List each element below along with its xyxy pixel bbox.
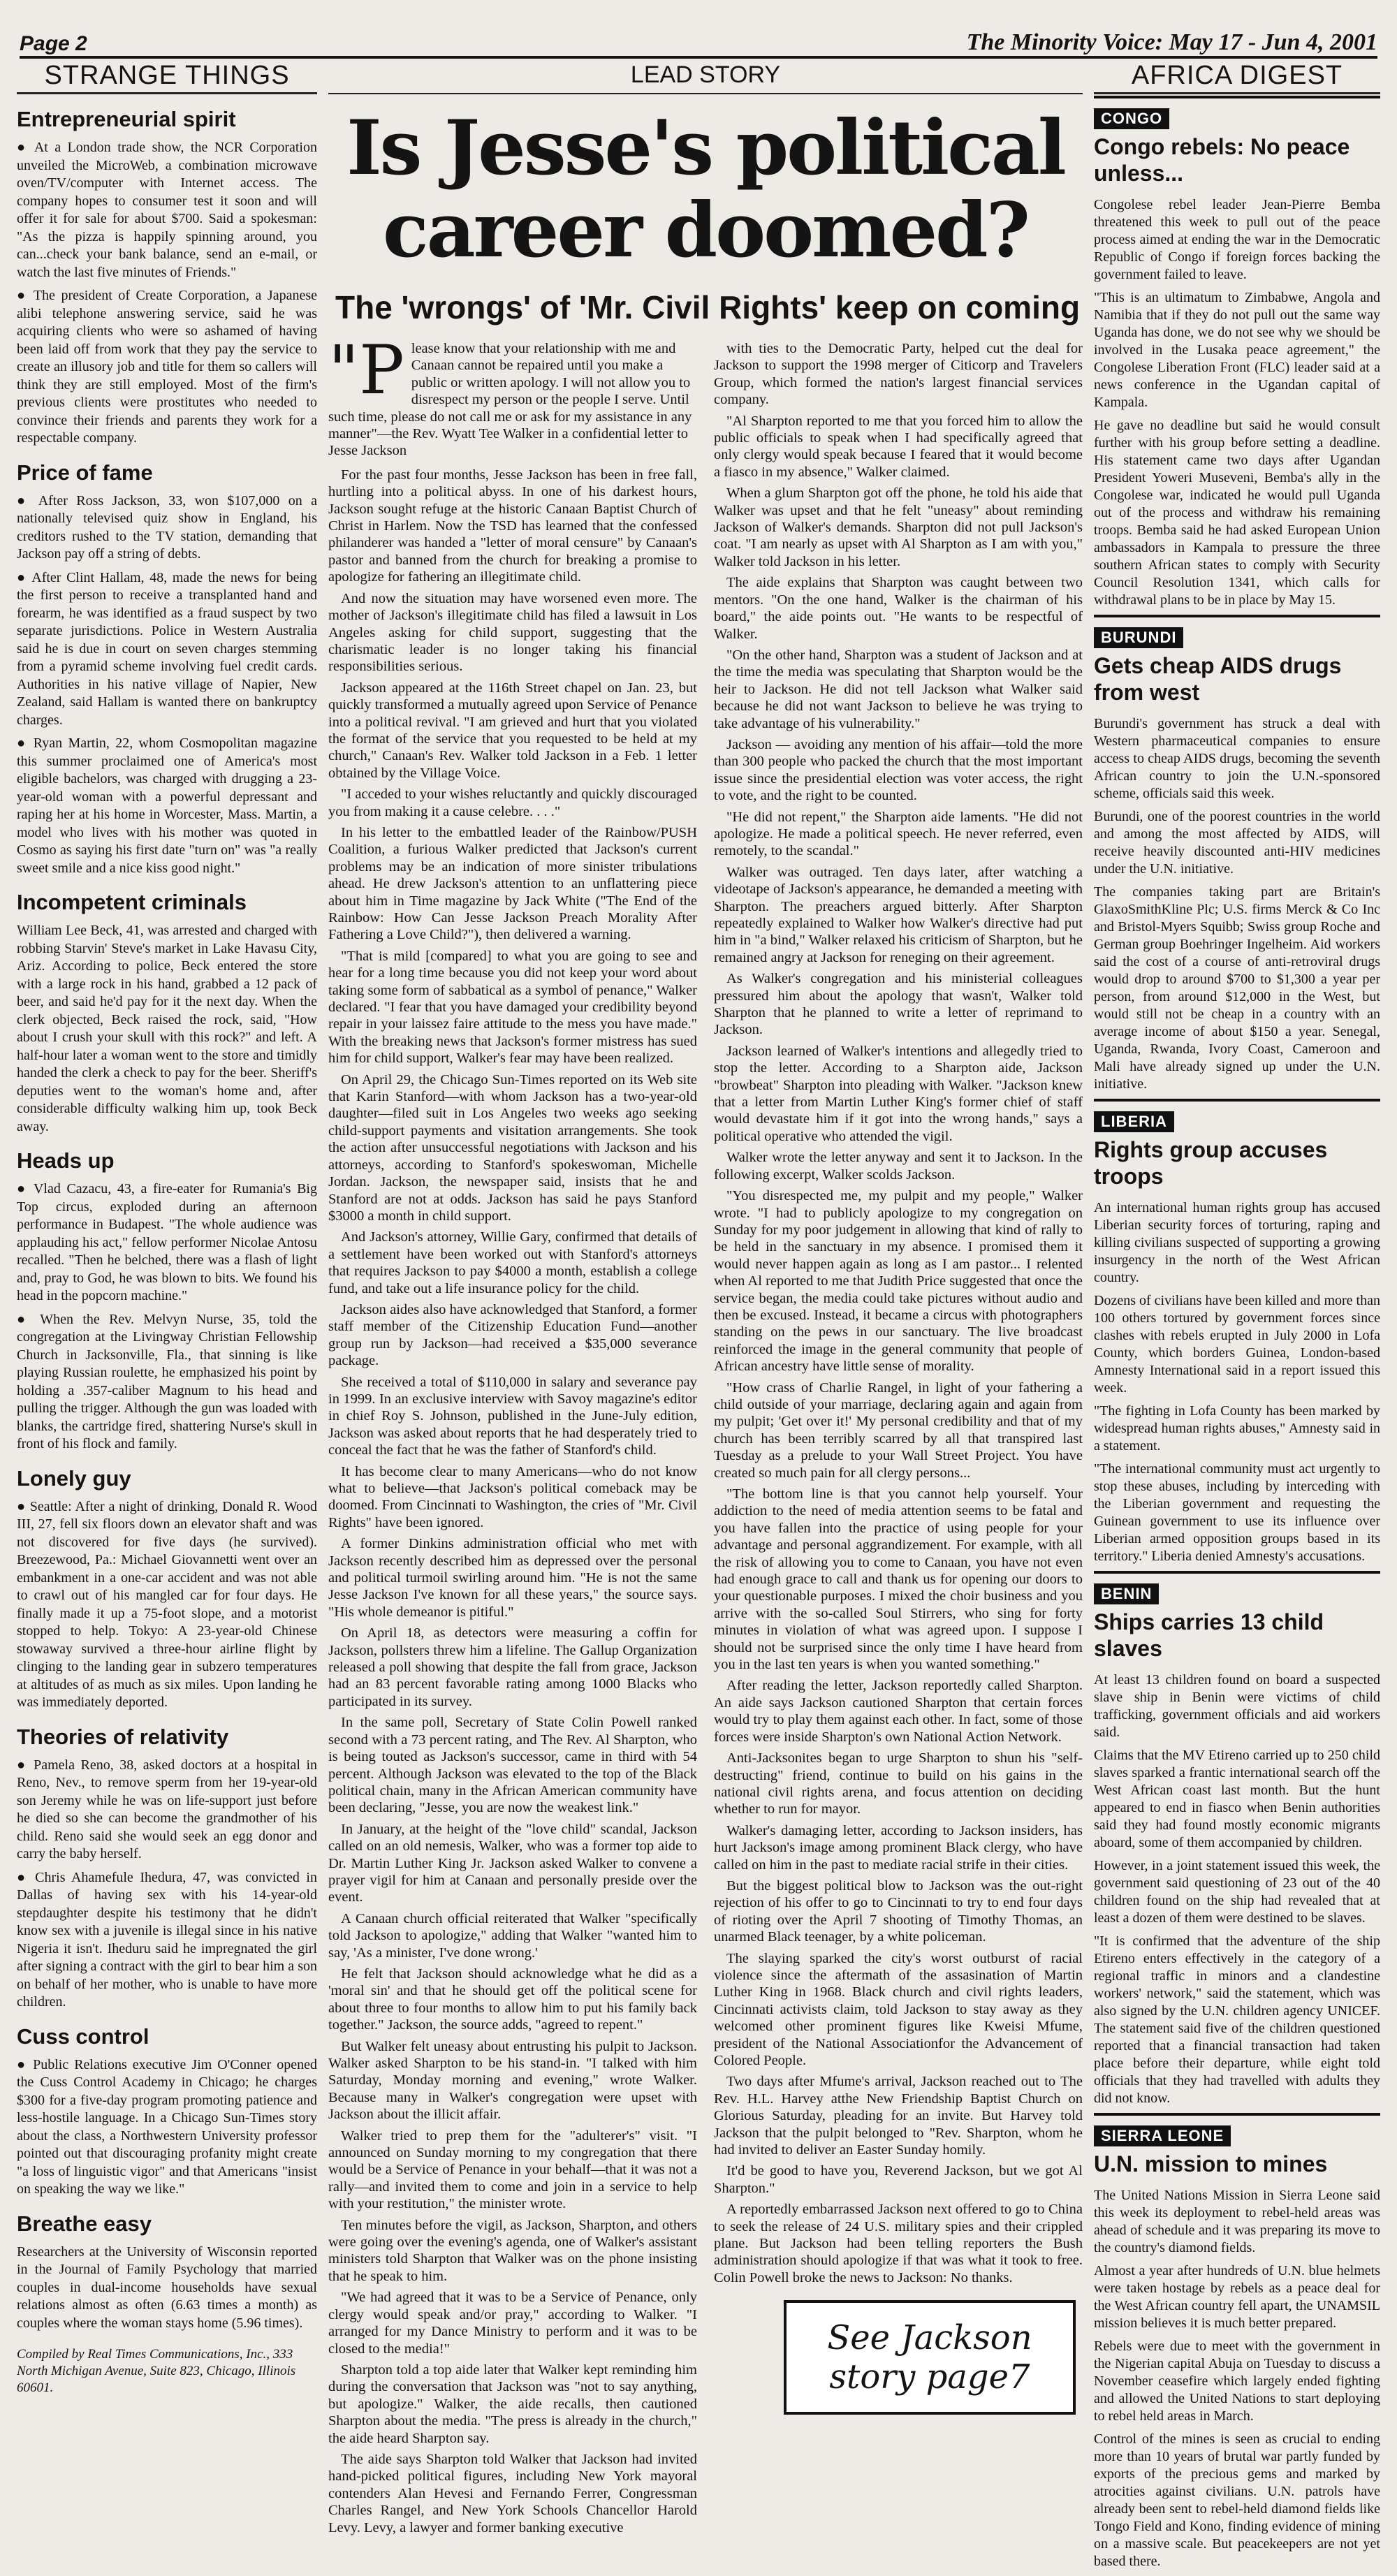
- lead-story: [328, 61, 1083, 2540]
- brief-paragraph: ● Pamela Reno, 38, asked doctors at a hospital in Reno, Nev., to remove sperm from her 19-year-old son Jeremy while he was on life-support just before he died so she can become the grandmother of his child. Reno said she would seek an egg donor and carry the baby herself.: [17, 1757, 317, 1861]
- country-divider: [1094, 615, 1380, 617]
- digest-paragraph: Dozens of civilians have been killed and more than 100 others tortured by government forces since clashes with rebels erupted in July 2000 in Lofa County, which borders Guinea, London-based Amnesty International said in a report issued this week.: [1094, 1293, 1380, 1396]
- page-header: [20, 20, 1377, 59]
- brief-paragraph: ● Seattle: After a night of drinking, Donald R. Wood III, 27, fell six floors down an elevator shaft and was not discovered for five days (he survived). Breezewood, Pa.: Michael Giovannetti went over an embankment in a one-car accident and was not able to crawl out of his mangled car for four days. He finally made it up a 75-foot slope, and a motorist stopped to help. Tokyo: A 23-year-old Chinese stowaway survived a three-hour airline flight by clinging to the landing gear in subzero temperatures at altitudes of as much as six miles. Upon landing he was immediately deported.: [17, 1498, 317, 1710]
- brief-paragraph: ● When the Rev. Melvyn Nurse, 35, told the congregation at the Livingway Christian Fellowship Church in Jacksonville, Fla., that sinning is like playing Russian roulette, he emphasized his point by holding a .357-caliber Magnum to his head and pulling the trigger. Although the gun was loaded with blanks, the cartridge fired, shattering Nurse's skull in front of his flock and family.: [17, 1311, 317, 1451]
- article-paragraph: A former Dinkins administration official who met with Jackson recently described him as depressed over the personal and political turmoil swirling around him. "He is not the same Jesse Jackson I've known for all these years," the source says. "His whole demeanor is pitiful.": [328, 1536, 697, 1620]
- article-paragraph: "We had agreed that it was to be a Service of Penance, only clergy would speak and/or pray," according to Walker. "I arranged for my Dance Ministry to perform and it was to be closed to the media!": [328, 2290, 697, 2357]
- article-paragraph: "Al Sharpton reported to me that you forced him to allow the public officials to speak when I had specifically agreed that only clergy would speak because I feared that it would become a fiasco in my absence," Walker claimed.: [714, 413, 1083, 480]
- publication-dateline: The Minority Voice: May 17 - Jun 4, 2001: [966, 29, 1377, 55]
- digest-paragraph: Burundi, one of the poorest countries in the world and among the most affected by AIDS, will receive heavily discounted anti-HIV medicines under the U.N. initiative.: [1094, 809, 1380, 877]
- article-paragraph: And now the situation may have worsened even more. The mother of Jackson's illegitimate child has filed a lawsuit in Los Angeles asking for child support, suggesting that the charismatic leader is no longer taking his financial responsibilities serious.: [328, 590, 697, 675]
- digest-headline: Rights group accuses troops: [1094, 1137, 1328, 1189]
- brief-paragraph: ● The president of Create Corporation, a Japanese alibi telephone answering service, said he was acquiring clients who were so ashamed of having been laid off from work that they pay the service to create an illusory job and title for them so callers will think they are still employed. Most of the firm's previous clients were prostitutes who needed to convince their friends and parents they work for a respectable company.: [17, 288, 317, 446]
- brief-heading: Price of fame: [17, 460, 153, 485]
- digest-headline: Congo rebels: No peace unless...: [1094, 134, 1350, 186]
- digest-headline: Gets cheap AIDS drugs from west: [1094, 653, 1342, 705]
- drop-cap: "P: [328, 331, 404, 409]
- digest-paragraph: "The international community must act urgently to stop these abuses, including by interceding with the Liberian government and requesting the Guinean government to use its influence over Liberian armed opposition groups based in its territory." Liberia denied Amnesty's accusations.: [1094, 1461, 1380, 1564]
- brief-heading: Heads up: [17, 1148, 115, 1173]
- compiled-credit: Compiled by Real Times Communications, Inc., 333 North Michigan Avenue, Suite 823, Chicago, Illinois 60601.: [17, 2347, 296, 2395]
- article-column-1: [328, 331, 697, 2540]
- digest-paragraph: Congolese rebel leader Jean-Pierre Bemba threatened this week to pull out of the peace process aimed at ending the war in the Democratic Republic of Congo if foreign forces backing the government failed to leave.: [1094, 197, 1380, 282]
- digest-paragraph: At least 13 children found on board a suspected slave ship in Benin were victims of child trafficking, government officials and aid workers said.: [1094, 1672, 1380, 1740]
- article-paragraph: After reading the letter, Jackson reportedly called Sharpton. An aide says Jackson cautioned Sharpton that certain forces would try to play them against each other. In fact, some of those forces were inside Sharpton's own National Action Network.: [714, 1678, 1083, 1745]
- article-paragraph: "On the other hand, Sharpton was a student of Jackson and at the time the media was speculating that Sharpton would be the heir to Jackson. He did not tell Jackson what Walker said because he did not want Jackson to believe he was trying to take advantage of his vulnerability.": [714, 647, 1083, 731]
- article-column-2-text: [714, 340, 1083, 2286]
- article-paragraph: "How crass of Charlie Rangel, in light of your fathering a child outside of your marriage, declaring again and again from my pulpit; 'Get over it!' My personal credibility and that of my church has been terribly scarred by all that transpired last Tuesday as a prelude to your Wall Street Project. You have created so much pain for all clergy persons...: [714, 1380, 1083, 1481]
- article-paragraph: In the same poll, Secretary of State Colin Powell ranked second with a 73 percent rating, and The Rev. Al Sharpton, who is being touted as Jackson's successor, came in third with 54 percent. Although Jackson was elevated to the top of the Black political chain, many in the African American community have been declaring, "Jesse, you are now the weakest link.": [328, 1715, 697, 1816]
- brief-heading: Incompetent criminals: [17, 890, 247, 914]
- digest-paragraph: "The fighting in Lofa County has been marked by widespread human rights abuses," Amnesty said in a statement.: [1094, 1403, 1380, 1454]
- digest-paragraph: The United Nations Mission in Sierra Leone said this week its deployment to rebel-held areas was ahead of schedule and it was preparing its move to the country's diamond fields.: [1094, 2188, 1380, 2255]
- strange-things-title: STRANGE THINGS: [17, 61, 317, 94]
- article-paragraph: She received a total of $110,000 in salary and severance pay in 1999. In an exclusive interview with Savoy magazine's editor in chief Roy S. Johnson, published in the June-July edition, Jackson was asked about reports that he had desperately tried to conceal the fact that he was the father of Stanford's child.: [328, 1374, 697, 1458]
- article-paragraph: On April 18, as detectors were measuring a coffin for Jackson, pollsters threw him a lifeline. The Gallup Organization released a poll showing that despite the fall from grace, Jackson had an 83 percent favorable rating among 1000 Blacks who participated in its survey.: [328, 1625, 697, 1709]
- article-paragraph: Walker was outraged. Ten days later, after watching a videotape of Jackson's appearance, he demanded a meeting with Sharpton. The preachers argued bitterly. After Sharpton repeatedly explained to Walker how Walker's directive had put him in "a bind," Walker relaxed his criticism of Sharpton, but he remained angry at Jackson for reneging on their agreement.: [714, 864, 1083, 965]
- article-paragraph: Walker's damaging letter, according to Jackson insiders, has hurt Jackson's image among prominent Black clergy, who have called on him in the past to mediate racial strife in their cities.: [714, 1822, 1083, 1873]
- digest-paragraph: Rebels were due to meet with the government in the Nigerian capital Abuja on Tuesday to discuss a November ceasefire which largely ended fighting and allowed the United Nations to start deploying to rebel held areas in March.: [1094, 2339, 1380, 2424]
- brief-paragraph: ● At a London trade show, the NCR Corporation unveiled the MicroWeb, a combination microwave oven/TV/computer with Internet access. The company hopes to consumer test it soon and will offer it for sale for about $700. Said a spokesman: "As the pizza is happily spinning around, you can...check your bank balance, send an e-mail, or watch the last five minutes of Friends.": [17, 140, 317, 280]
- article-paragraph: lease know that your relationship with me and Canaan cannot be repaired until you make a public or written apology. I will not allow you to disrespect my person or the people I serve. Until such time, please do not call me or ask for my assistance in any manner"—the Rev. Wyatt Tee Walker in a confidential letter to Jesse Jackson: [328, 341, 692, 459]
- digest-paragraph: However, in a joint statement issued this week, the government said questioning of 23 out of the 40 children found on the ship had revealed that at least a dozen of them were destined to be slaves.: [1094, 1858, 1380, 1926]
- article-paragraph: It has become clear to many Americans—who do not know what to believe—that Jackson's political comeback may be doomed. From Cincinnati to Washington, the cries of "Mr. Civil Rights" have been ignored.: [328, 1463, 697, 1530]
- article-paragraph: Jackson aides also have acknowledged that Stanford, a former staff member of the Citizenship Education Fund—another group run by Jackson—had received a $35,000 severance package.: [328, 1301, 697, 1369]
- digest-paragraph: An international human rights group has accused Liberian security forces of torturing, raping and killing civilians suspected of supporting a growing insurgency in the north of the West African country.: [1094, 1200, 1380, 1285]
- brief-heading: Entrepreneurial spirit: [17, 107, 236, 131]
- jump-to-page7-box[interactable]: See Jackson story page7: [784, 2300, 1076, 2415]
- strange-things-column: [17, 61, 317, 2396]
- article-paragraph: When a glum Sharpton got off the phone, he told his aide that Walker was upset and that he felt "uneasy" about reminding Jackson of Walker's demands. Sharpton did not pull Jackson's coat. "I am nearly as upset with Al Sharpton as I am with you," Walker told Jackson in his letter.: [714, 485, 1083, 569]
- article-paragraph: The slaying sparked the city's worst outburst of racial violence since the aftermath of the assasination of Martin Luther King in 1968. Black church and civil rights leaders, Cincinnati activists claim, told Jackson to stay away as they welcomed other prominent figures like Kweisi Mfume, president of the National Associationfor the Advancement of Colored People.: [714, 1950, 1083, 2068]
- digest-paragraph: He gave no deadline but said he would consult further with his group before setting a deadline. His statement came two days after Ugandan President Yoweri Museveni, Bemba's ally in the Congolese war, indicated he would pull Uganda out of the process and withdraw his remaining troops. Bemba said he had asked European Union ambassadors in Kampala to pressure the three southern African states to comply with Security Council Resolution 1341, which calls for withdrawal plans to be in place by May 15.: [1094, 418, 1380, 608]
- article-column-1-text: [328, 331, 697, 2536]
- article-paragraph: A Canaan church official reiterated that Walker "specifically told Jackson to apologize," adding that Walker "wanted him to say, 'As a minister, I've done wrong.': [328, 1910, 697, 1961]
- country-label: BENIN: [1094, 1583, 1159, 1604]
- brief-paragraph: ● After Ross Jackson, 33, won $107,000 on a nationally televised quiz show in England, his creditors rushed to the TV station, demanding that Jackson pay off a string of debts.: [17, 492, 317, 562]
- article-paragraph: It'd be good to have you, Reverend Jackson, but we got Al Sharpton.": [714, 2163, 1083, 2196]
- article-paragraph: He felt that Jackson should acknowledge what he did as a 'moral sin' and that he should get off the political scene for about three to four months to allow him to put his family back together." Jackson, the source adds, "agreed to repent.": [328, 1966, 697, 2033]
- article-paragraph: Jackson appeared at the 116th Street chapel on Jan. 23, but quickly transformed a mutually agreed upon Service of Penance into a political revival. "I am grieved and hurt that you violated the format of the service that you requested to be held at my church," Canaan's Rev. Walker told Jackson in a Feb. 1 letter obtained by the Village Voice.: [328, 680, 697, 781]
- article-paragraph: On April 29, the Chicago Sun-Times reported on its Web site that Karin Stanford—with whom Jackson has a two-year-old daughter—filed suit in Los Angeles two weeks ago seeking child-support payments and visitation arrangements. She took the action after unsuccessful negotiations with Jackson and his attorneys, according to Stanford's spokeswoman, Michelle Jordan. Jackson, the newspaper said, insists that he and Stanford are not at odds. Jackson has said he pays Stanford $3000 a month in child support.: [328, 1071, 697, 1224]
- digest-paragraph: Burundi's government has struck a deal with Western pharmaceutical companies to ensure access to cheap AIDS drugs, becoming the seventh African country to join the U.N.-sponsored scheme, officials said this week.: [1094, 716, 1380, 801]
- article-paragraph: Two days after Mfume's arrival, Jackson reached out to The Rev. H.L. Harvey atthe New Friendship Baptist Church on Glorious Saturday, pleading for an invite. But Harvey told Jackson that the pulpit belonged to "Rev. Sharpton, whom he had invited to deliver an Easter Sunday homily.: [714, 2074, 1083, 2158]
- brief-heading: Cuss control: [17, 2024, 149, 2049]
- brief-heading: Breathe easy: [17, 2211, 152, 2236]
- lead-headline: Is Jesse's political career doomed?: [346, 104, 1065, 275]
- article-paragraph: Sharpton told a top aide later that Walker kept reminding him during the conversation that Jackson was "not to say anything, but apologize." Walker, the aide recalls, then cautioned Sharpton about the media. "The press is already in the church," the aide heard Sharpton say.: [328, 2362, 697, 2446]
- article-paragraph: "The bottom line is that you cannot help yourself. Your addiction to the need of media attention seems to be fatal and you have fallen into the practice of using people for your advantage and personal aggrandizement. For example, with all the risk of allowing you to come to Canaan, you have not even had enough grace to call and thank us for opening our doors to your questionable purposes. I mixed the choir business and you arrive with the so-called Soul Stirrers, who sing for forty minutes in violation of what was agreed upon. I suppose I should not be surprised since the only time I have heard from you in the last ten years is when you wanted something.": [714, 1486, 1083, 1673]
- article-paragraph: Walker wrote the letter anyway and sent it to Jackson. In the following excerpt, Walker scolds Jackson.: [714, 1150, 1083, 1183]
- article-paragraph: But the biggest political blow to Jackson was the out-right rejection of his offer to go to Cincinnati to try to end four days of rioting over the April 7 shooting of Timothy Thomas, an unarmed Black teenager, by a white policeman.: [714, 1878, 1083, 1945]
- digest-paragraph: Almost a year after hundreds of U.N. blue helmets were taken hostage by rebels as a peace deal for the West African country fell apart, the UNAMSIL mission believes it is much better prepared.: [1094, 2263, 1380, 2331]
- digest-headline: Ships carries 13 child slaves: [1094, 1609, 1324, 1661]
- country-divider: [1094, 2113, 1380, 2116]
- article-paragraph: Jackson learned of Walker's intentions and allegedly tried to stop the letter. According to a Sharpton aide, Jackson "browbeat" Sharpton into pleading with Walker. "Jackson knew that a letter from Martin Luther King's former chief of staff would devastate him if it got into the wrong hands," says a political operative who attended the vigil.: [714, 1043, 1083, 1144]
- article-paragraph: A reportedly embarrassed Jackson next offered to go to China to seek the release of 24 U.S. military spies and their crippled plane. But Jackson had been telling reporters the Bush administration should apologize if that was what it took to free. Colin Powell broke the news to Jackson: No thanks.: [714, 2202, 1083, 2285]
- article-paragraph: "He did not repent," the Sharpton aide laments. "He did not apologize. He made a political speech. He never referred, even remotely, to the scandal.": [714, 809, 1083, 859]
- article-paragraph: with ties to the Democratic Party, helped cut the deal for Jackson to support the 1998 merger of Citicorp and Travelers Group, which formed the nation's largest financial services company.: [714, 341, 1083, 408]
- article-paragraph: In January, at the height of the "love child" scandal, Jackson called on an old nemesis, Walker, who was a former top aide to Dr. Martin Luther King Jr. Jackson asked Walker to convene a prayer vigil for him at Canaan and personally preside over the event.: [328, 1821, 697, 1905]
- article-paragraph: For the past four months, Jesse Jackson has been in free fall, hurtling into a political abyss. In one of his darkest hours, Jackson sought refuge at the historic Canaan Baptist Church of Christ in Harlem. Now the TSD has learned that the confessed philanderer was handed a "letter of moral censure" by Canaan's pastor and banned from the church for breaking a promise to apologize for fathering an illegitimate child.: [328, 467, 697, 585]
- digest-paragraph: The companies taking part are Britain's GlaxoSmithKline Plc; U.S. firms Merck & Co Inc and Bristol-Myers Squibb; Swiss group Roche and German group Boehringer Ingelheim. Aid workers said the cost of a course of anti-retroviral drugs would drop to around $700 to $1,300 a year per person, from around $12,000 in the West, but would still not be cheap in a country with an average income of about $150 a year. Senegal, Uganda, Rwanda, Ivory Coast, Cameroon and Mali have already signed up under the U.N. initiative.: [1094, 884, 1380, 1092]
- country-divider: [1094, 1571, 1380, 1574]
- article-paragraph: Jackson — avoiding any mention of his affair—told the more than 300 people who packed the church that the most important issue since the presidential election was voter access, the right to vote, and the right to be counted.: [714, 736, 1083, 804]
- country-label: CONGO: [1094, 108, 1169, 129]
- brief-paragraph: Researchers at the University of Wisconsin reported in the Journal of Family Psychology that married couples in dual-income households have sexual relations almost as often (6.63 times a month) as couples where the woman stays home (5.96 times).: [17, 2244, 317, 2331]
- article-paragraph: As Walker's congregation and his ministerial colleagues pressured him about the apology that wasn't, Walker told Sharpton that he planned to write a letter of reprimand to Jackson.: [714, 971, 1083, 1038]
- article-paragraph: In his letter to the embattled leader of the Rainbow/PUSH Coalition, a furious Walker predicted that Jackson's current problems may be an indication of more sinister tribulations ahead. He drew Jackson's attention to an unflattering piece about him in Time magazine by Jack White ("The End of the Rainbow: How Can Jesse Jackson Preach Morality After Fathering a Love Child?"), then delivered a warning.: [328, 824, 697, 943]
- brief-paragraph: William Lee Beck, 41, was arrested and charged with robbing Starvin' Steve's market in Lake Havasu City, Ariz. According to police, Beck entered the store with a large rock in his hand, grabbed a 12 pack of beer, and said he'd pay for it the next day. When the clerk objected, Beck raised the rock, said, "How about I crush your skull with this rock?" and left. A half-hour later a woman went to the store and timidly handed the clerk a check to pay for the beer. Sheriff's deputies went to the woman's home and, after considerable difficulty walking him up, took Beck away.: [17, 923, 317, 1134]
- digest-paragraph: "It is confirmed that the adventure of the ship Etireno enters effectively in the category of a regional traffic in minors and a clandestine workers' network," said the statement, which was also signed by the U.N. children agency UNICEF. The statement said five of the children questioned reported that a financial transaction had taken place before their departure, while eight told officials that they had travelled with adults they did not know.: [1094, 1933, 1380, 2106]
- article-body: [328, 331, 1083, 2540]
- brief-heading: Theories of relativity: [17, 1724, 229, 1749]
- africa-digest-items: [1094, 96, 1380, 2570]
- africa-digest-title: AFRICA DIGEST: [1094, 61, 1380, 94]
- brief-heading: Lonely guy: [17, 1465, 131, 1491]
- country-divider: [1094, 96, 1380, 98]
- country-label: SIERRA LEONE: [1094, 2125, 1231, 2146]
- article-paragraph: "You disrespected me, my pulpit and my people," Walker wrote. "I had to publicly apologize to my congregation on Sunday for my poor judgement in allowing that kind of rally to be held in the sanctuary in my absence. I promised them it would never happen again as long as I am pastor... I relented when Al reported to me that Judith Price suggested that once the service began, the media could take pictures without audio and then be excused. Instead, it became a circus with photographers standing on the pews in our sanctuary. The live broadcast reinforced the image in the general community that people of African ancestry have little sense of morality.: [714, 1188, 1083, 1375]
- country-label: LIBERIA: [1094, 1111, 1174, 1132]
- brief-paragraph: ● Public Relations executive Jim O'Conner opened the Cuss Control Academy in Chicago; he charges $300 for a five-day program promoting patience and less-hostile language. In a Chicago Sun-Times story about the class, a Northwestern University professor pointed out that discouraging profanity might create "a loss of linguistic vigor" and that Americans "insist on speaking the way we like.": [17, 2056, 317, 2197]
- country-divider: [1094, 1099, 1380, 1102]
- article-paragraph: The aide explains that Sharpton was caught between two mentors. "On the one hand, Walker is the chairman of his board," the aide points out. "He wants to be respectful of Walker.: [714, 575, 1083, 642]
- lead-subhead: The 'wrongs' of 'Mr. Civil Rights' keep on coming: [335, 289, 1081, 325]
- strange-things-briefs: [17, 107, 317, 2332]
- brief-paragraph: ● Vlad Cazacu, 43, a fire-eater for Rumania's Big Top circus, exploded during an afternoon performance in Budapest. "The whole audience was applauding his act," fellow performer Nicolae Antosu recalled. "Then he belched, there was a flash of light and, pray to God, he was blown to bits. We found his head in the popcorn machine.": [17, 1181, 317, 1303]
- digest-headline: U.N. mission to mines: [1094, 2151, 1328, 2176]
- digest-paragraph: Claims that the MV Etireno carried up to 250 child slaves sparked a frantic international search off the West African coast last month. But the hunt appeared to end in fiasco when Benin authorities said they had found mostly economic migrants aboard, some of them accompanied by children.: [1094, 1748, 1380, 1850]
- africa-digest-column: [1094, 61, 1380, 2576]
- article-paragraph: Walker tried to prep them for the "adulterer's" visit. "I announced on Sunday morning to my congregation that there would be a Service of Penance in your behalf—that it was not a rally—and invited them to come and join in a service to help with your restitution," the minister wrote.: [328, 2128, 697, 2212]
- article-paragraph: But Walker felt uneasy about entrusting his pulpit to Jackson. Walker asked Sharpton to be his stand-in. "I talked with him Saturday, Monday morning and evening," wrote Walker. Because many in Walker's congregation were upset with Jackson about the illicit affair.: [328, 2038, 697, 2123]
- brief-paragraph: ● After Clint Hallam, 48, made the news for being the first person to receive a transplanted hand and forearm, he was identified as a fraud suspect by two separate jurisdictions. Police in Western Australia said he is due in court on seven charges stemming from a pyramid scheme involving fuel credit cards. Authorities in his native village of Napier, New Zealand, said Hallam is wanted there on bankruptcy charges.: [17, 569, 317, 728]
- article-paragraph: "That is mild [compared] to what you are going to see and hear for a long time because you did not keep your word about taking some form of sabbatical as a symbol of penance," Walker declared. "I fear that you have damaged your credibility beyond repair in your laissez faire attitude to the mess you have made." With the breaking news that Jackson's former mistress has sued him for child support, Walker's fear may have been realized.: [328, 948, 697, 1067]
- article-paragraph: The aide says Sharpton told Walker that Jackson had invited hand-picked political figures, including New York mayoral contenders Alan Hevesi and Fernando Ferrer, Congressman Charles Rangel, and New York Schools Chancellor Harold Levy. Levy, a lawyer and former banking executive: [328, 2451, 697, 2535]
- brief-paragraph: ● Chris Ahamefule Ihedura, 47, was convicted in Dallas of having sex with his 14-year-old stepdaughter despite his testimony that he didn't know sex with a juvenile is illegal since in his native Nigeria it isn't. Iheduru said he impregnated the girl after signing a contract with the girl to bear him a son on behalf of her mother, who is unable to have more children.: [17, 1869, 317, 2010]
- lead-story-label: LEAD STORY: [328, 61, 1083, 94]
- article-paragraph: Ten minutes before the vigil, as Jackson, Sharpton, and others were going over the evening's agenda, one of Walker's assistant ministers told Sharpton that Walker was on the phone insisting that he speak to him.: [328, 2217, 697, 2284]
- page-number: Page 2: [20, 32, 87, 55]
- digest-paragraph: Control of the mines is seen as crucial to ending more than 10 years of brutal war partly funded by exports of the precious gems and marked by atrocities against civilians. U.N. patrols have already been sent to rebel-held diamond fields like Tongo Field and Kono, finding evidence of mining on a massive scale. But peacekeepers are not yet based there.: [1094, 2431, 1380, 2569]
- country-label: BURUNDI: [1094, 627, 1183, 648]
- article-paragraph: "I acceded to your wishes reluctantly and quickly discouraged you from making it a cause celebre. . . .": [328, 786, 697, 819]
- article-paragraph: Anti-Jacksonites began to urge Sharpton to shun his "self-destructing" friend, continue to build on his gains in the national civil rights arena, and focus attention on deciding whether to run for mayor.: [714, 1750, 1083, 1817]
- brief-paragraph: ● Ryan Martin, 22, whom Cosmopolitan magazine this summer proclaimed one of America's most eligible bachelors, was charged with drugging a 23-year-old woman with a powerful depressant and raping her at his home in Worcester, Mass. Martin, a model who lives with his mother was quoted in Cosmo as saying his first date "turn on" was "a really sweet smile and a nice kiss good night.": [17, 736, 317, 876]
- digest-paragraph: "This is an ultimatum to Zimbabwe, Angola and Namibia that if they do not pull out the same way Uganda has done, we do not see why we should be involved in the Lusaka peace agreement," the Congolese Liberation Front (FLC) leader said at a news conference in the Ugandan capital of Kampala.: [1094, 290, 1380, 410]
- article-paragraph: And Jackson's attorney, Willie Gary, confirmed that details of a settlement have been worked out with Stanford's attorneys that requires Jackson to pay $4000 a month, establish a college fund, and take out a life insurance policy for the child.: [328, 1229, 697, 1296]
- article-column-2: [714, 340, 1083, 2540]
